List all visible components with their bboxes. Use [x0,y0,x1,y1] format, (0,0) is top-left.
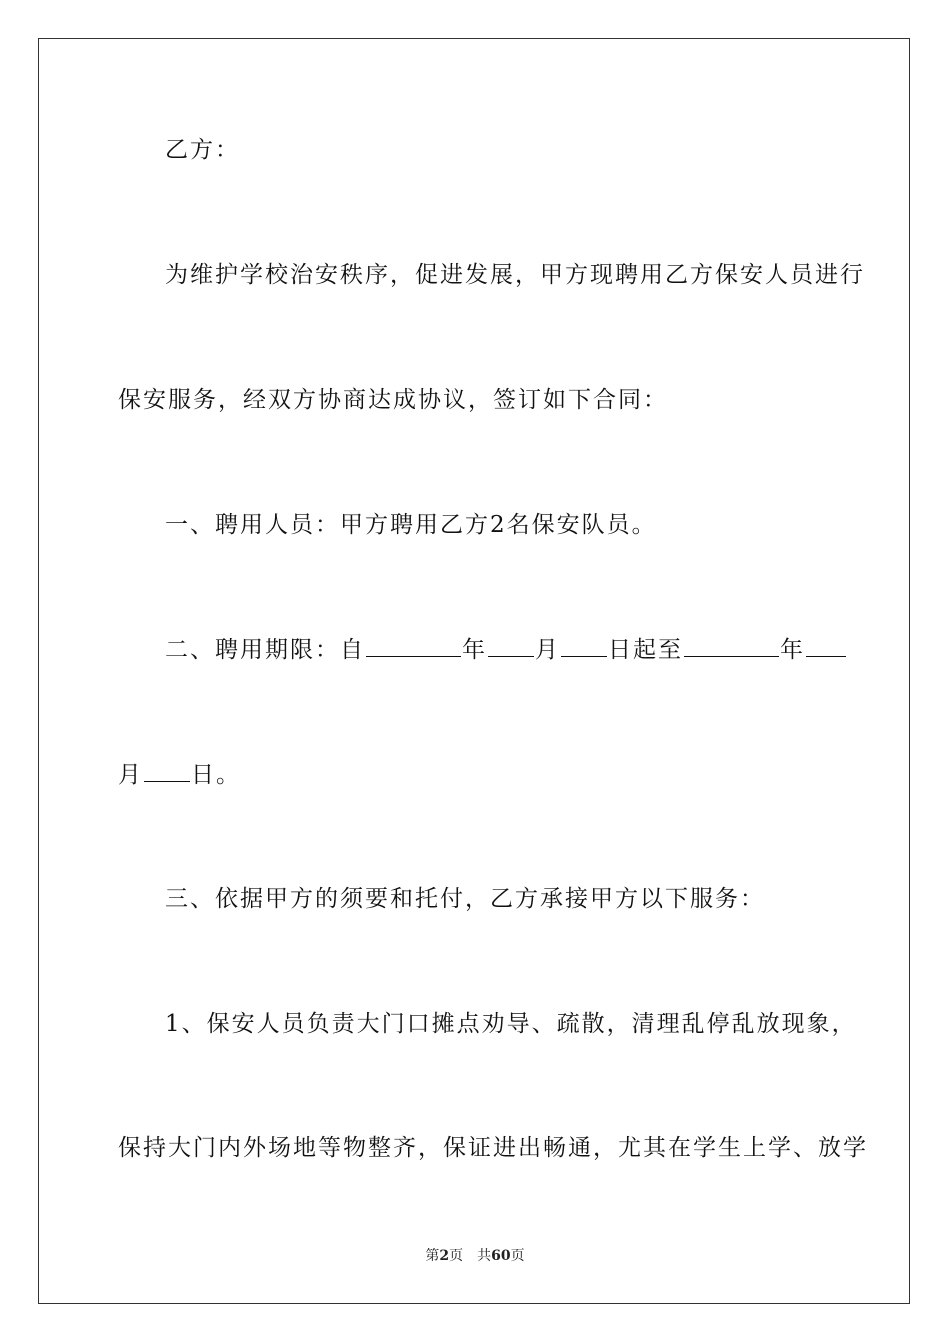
start-day-blank [561,634,607,657]
page-border [38,38,910,1304]
clause-2-term-line-2 [0,759,950,790]
start-month-blank [488,634,534,657]
clause-2-prefix: 二、聘用期限：自 [165,637,365,663]
clause-2-term-line-1 [0,634,950,665]
start-day-label: 日起至 [608,637,683,663]
total-prefix: 共 [477,1248,492,1264]
page-number: 2 [439,1248,450,1264]
page-suffix: 页 [449,1248,464,1264]
clause-1-personnel: 一、聘用人员：甲方聘用乙方2名保安队员。 [165,512,657,538]
start-year-blank [366,634,461,657]
start-month-label: 月 [535,637,560,663]
end-day-blank [144,759,190,782]
party-b-line: 乙方： [165,137,240,163]
page-footer [0,1247,950,1265]
end-year-blank [684,634,779,657]
intro-paragraph-line-1: 为维护学校治安秩序，促进发展，甲方现聘用乙方保安人员进行 [165,262,865,288]
item-1-line-2: 保持大门内外场地等物整齐，保证进出畅通，尤其在学生上学、放学 [118,1135,868,1161]
total-pages: 60 [491,1248,511,1264]
item-1-line-1: 1、保安人员负责大门口摊点劝导、疏散，清理乱停乱放现象， [165,1011,857,1037]
end-month-blank [806,634,846,657]
end-day-label: 日。 [191,762,241,788]
end-year-label: 年 [780,637,805,663]
page-prefix: 第 [425,1248,440,1264]
end-month-label: 月 [118,762,143,788]
clause-3-services: 三、依据甲方的须要和托付，乙方承接甲方以下服务： [165,886,765,912]
intro-paragraph-line-2: 保安服务，经双方协商达成协议，签订如下合同： [118,387,668,413]
start-year-label: 年 [462,637,487,663]
total-suffix: 页 [510,1248,525,1264]
